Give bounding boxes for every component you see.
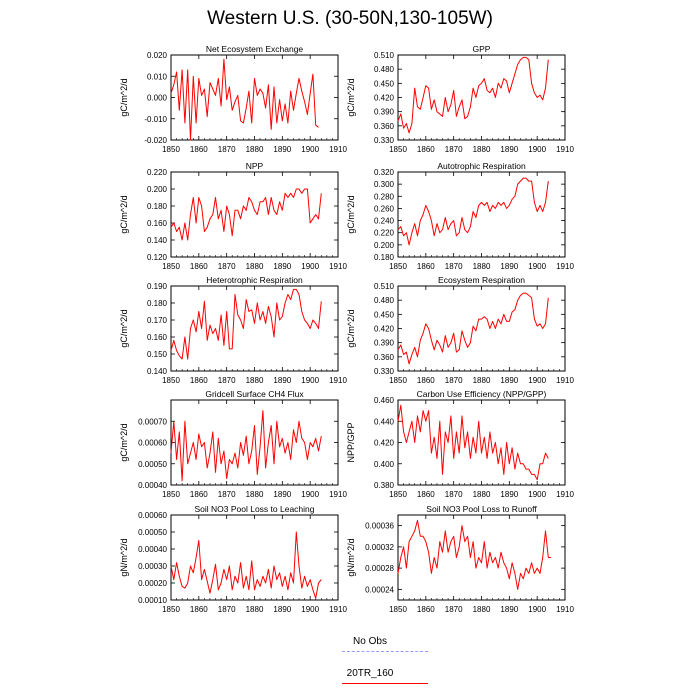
y-tick-label: 0.160 (146, 333, 167, 342)
x-tick-label: 1860 (416, 262, 435, 271)
y-tick-label: 0.190 (146, 282, 167, 291)
y-tick-label: 0.320 (373, 168, 394, 177)
x-tick-label: 1910 (329, 262, 347, 271)
x-tick-label: 1880 (472, 605, 491, 614)
x-tick-label: 1850 (389, 145, 407, 154)
panel-title: Ecosystem Respiration (438, 275, 525, 285)
y-tick-label: 0.140 (146, 236, 167, 245)
x-tick-label: 1910 (556, 605, 574, 614)
x-tick-label: 1910 (329, 490, 347, 499)
panel-gpp (346, 44, 574, 154)
y-tick-label: 0.150 (146, 350, 167, 359)
x-tick-label: 1900 (528, 376, 547, 385)
x-tick-label: 1850 (162, 262, 180, 271)
y-tick-label: 0.200 (146, 185, 167, 194)
panel-title: Soil NO3 Pool Loss to Runoff (426, 504, 537, 514)
legend-item-20tr-160 (300, 666, 440, 698)
series-line-20tr-160 (398, 405, 548, 479)
x-tick-label: 1870 (444, 262, 463, 271)
x-tick-label: 1860 (416, 145, 435, 154)
y-tick-label: 0.420 (373, 93, 394, 103)
y-tick-label: 0.140 (146, 367, 167, 376)
y-tick-label: 0.330 (373, 136, 394, 145)
y-axis-label: gC/m^2/d (119, 195, 129, 234)
x-tick-label: 1900 (301, 262, 320, 271)
y-tick-label: -0.010 (144, 114, 167, 124)
y-tick-label: 0.480 (373, 65, 394, 75)
y-tick-label: 0.00060 (138, 511, 167, 520)
x-tick-label: 1890 (500, 605, 519, 614)
plot-frame (171, 400, 338, 485)
x-tick-label: 1870 (444, 490, 463, 499)
y-axis-label: gC/m^2/d (119, 423, 129, 462)
y-tick-label: 0.00070 (138, 417, 167, 427)
x-tick-label: 1910 (329, 605, 347, 614)
y-tick-label: 0.440 (373, 417, 394, 427)
x-tick-label: 1880 (245, 145, 264, 154)
x-tick-label: 1860 (189, 490, 208, 499)
series-line-20tr-160 (398, 293, 548, 364)
x-tick-label: 1850 (162, 376, 180, 385)
panel-heterotrophic-respiration (119, 275, 347, 385)
x-tick-label: 1850 (162, 490, 180, 499)
y-tick-label: 0.460 (373, 396, 394, 405)
x-tick-label: 1890 (273, 605, 292, 614)
y-tick-label: 0.220 (146, 168, 167, 177)
y-tick-label: 0.450 (373, 79, 394, 89)
x-tick-label: 1900 (301, 145, 320, 154)
y-tick-label: 0.00010 (138, 596, 167, 605)
y-tick-label: 0.00040 (138, 481, 167, 490)
y-tick-label: 0.420 (373, 324, 394, 334)
x-tick-label: 1900 (528, 262, 547, 271)
y-tick-label: 0.360 (373, 121, 394, 131)
x-tick-label: 1890 (273, 145, 292, 154)
y-tick-label: 0.480 (373, 296, 394, 306)
x-tick-label: 1880 (472, 145, 491, 154)
x-tick-label: 1860 (189, 605, 208, 614)
series-line-20tr-160 (171, 289, 321, 359)
panel-title: Heterotrophic Respiration (206, 275, 303, 285)
y-tick-label: 0.170 (146, 316, 167, 325)
x-tick-label: 1890 (273, 376, 292, 385)
y-tick-label: 0.00050 (138, 528, 167, 537)
plot-frame (171, 55, 338, 140)
x-tick-label: 1860 (189, 376, 208, 385)
legend (300, 634, 440, 698)
y-axis-label: NPP/GPP (346, 422, 356, 463)
x-tick-label: 1860 (189, 145, 208, 154)
x-tick-label: 1860 (189, 262, 208, 271)
legend-label: No Obs (353, 636, 387, 647)
x-tick-label: 1870 (217, 490, 236, 499)
y-axis-label: gC/m^2/d (119, 309, 129, 348)
x-tick-label: 1910 (556, 145, 574, 154)
y-tick-label: 0.00032 (365, 542, 394, 552)
y-tick-label: 0.120 (146, 253, 167, 262)
panel-title: Net Ecosystem Exchange (205, 44, 304, 54)
y-tick-label: 0.510 (373, 282, 394, 291)
x-tick-label: 1850 (162, 605, 180, 614)
y-axis-label: gC/m^2/d (346, 78, 356, 117)
y-tick-label: 0.380 (373, 481, 394, 490)
x-tick-label: 1880 (472, 262, 491, 271)
panel-title: GPP (472, 44, 491, 54)
series-line-20tr-160 (171, 189, 321, 240)
y-tick-label: 0.00020 (138, 579, 167, 588)
panel-soil-no3-pool-loss-to-runoff (346, 504, 574, 614)
x-tick-label: 1900 (301, 490, 320, 499)
y-tick-label: 0.000 (146, 93, 167, 103)
panel-soil-no3-pool-loss-to-leaching (119, 504, 347, 614)
x-tick-label: 1890 (273, 262, 292, 271)
x-tick-label: 1850 (162, 145, 180, 154)
x-tick-label: 1870 (444, 145, 463, 154)
series-line-20tr-160 (398, 520, 551, 589)
y-axis-label: gC/m^2/d (119, 78, 129, 117)
x-tick-label: 1870 (217, 145, 236, 154)
y-tick-label: 0.510 (373, 51, 394, 60)
y-tick-label: 0.400 (373, 459, 394, 469)
panel-title: Carbon Use Efficiency (NPP/GPP) (416, 389, 547, 399)
y-tick-label: 0.180 (146, 299, 167, 308)
x-tick-label: 1900 (528, 605, 547, 614)
x-tick-label: 1910 (329, 145, 347, 154)
y-tick-label: 0.00036 (365, 521, 394, 531)
panel-ecosystem-respiration (346, 275, 574, 385)
y-tick-label: 0.00050 (138, 459, 167, 469)
x-tick-label: 1900 (528, 145, 547, 154)
legend-label: 20TR_160 (346, 668, 394, 679)
y-axis-label: gC/m^2/d (346, 309, 356, 348)
x-tick-label: 1850 (389, 262, 407, 271)
y-tick-label: 0.330 (373, 367, 394, 376)
x-tick-label: 1870 (444, 605, 463, 614)
series-line-20tr-160 (171, 59, 319, 140)
y-tick-label: 0.00040 (138, 545, 167, 554)
series-line-20tr-160 (398, 178, 548, 245)
y-tick-label: 0.390 (373, 338, 394, 348)
y-tick-label: 0.240 (373, 216, 394, 226)
panel-carbon-use-efficiency-npp-gpp (346, 389, 574, 499)
x-tick-label: 1880 (472, 490, 491, 499)
y-tick-label: 0.220 (373, 228, 394, 238)
panel-net-ecosystem-exchange (119, 44, 347, 154)
y-tick-label: 0.160 (146, 219, 167, 228)
x-tick-label: 1880 (472, 376, 491, 385)
y-tick-label: 0.420 (373, 438, 394, 448)
series-line-20tr-160 (171, 411, 321, 481)
x-tick-label: 1890 (273, 490, 292, 499)
panel-title: Gridcell Surface CH4 Flux (205, 389, 304, 399)
y-tick-label: 0.200 (373, 240, 394, 250)
x-tick-label: 1890 (500, 376, 519, 385)
panel-title: NPP (245, 161, 264, 171)
y-tick-label: 0.010 (146, 72, 167, 82)
x-tick-label: 1910 (556, 376, 574, 385)
y-tick-label: 0.00030 (138, 562, 167, 571)
y-tick-label: -0.020 (144, 136, 167, 145)
panel-gridcell-surface-ch4-flux (119, 389, 347, 499)
y-tick-label: 0.020 (146, 51, 167, 60)
x-tick-label: 1900 (301, 376, 320, 385)
y-tick-label: 0.390 (373, 107, 394, 117)
legend-line-dashed (342, 651, 428, 652)
x-tick-label: 1900 (528, 490, 547, 499)
y-tick-label: 0.00024 (365, 585, 394, 595)
plot-frame (398, 515, 565, 600)
y-axis-label: gN/m^2/d (346, 538, 356, 577)
x-tick-label: 1910 (556, 490, 574, 499)
y-axis-label: gN/m^2/d (119, 538, 129, 577)
x-tick-label: 1890 (500, 145, 519, 154)
panel-autotrophic-respiration (346, 161, 574, 271)
plot-frame (171, 172, 338, 257)
panel-title: Autotrophic Respiration (437, 161, 526, 171)
y-tick-label: 0.360 (373, 352, 394, 362)
x-tick-label: 1880 (245, 605, 264, 614)
y-tick-label: 0.450 (373, 310, 394, 320)
x-tick-label: 1870 (217, 262, 236, 271)
x-tick-label: 1860 (416, 376, 435, 385)
x-tick-label: 1880 (245, 376, 264, 385)
y-tick-label: 0.300 (373, 180, 394, 190)
x-tick-label: 1880 (245, 262, 264, 271)
panel-title: Soil NO3 Pool Loss to Leaching (194, 504, 315, 514)
x-tick-label: 1860 (416, 605, 435, 614)
plot-frame (398, 286, 565, 371)
y-tick-label: 0.180 (146, 202, 167, 211)
x-tick-label: 1850 (389, 490, 407, 499)
x-tick-label: 1870 (217, 605, 236, 614)
y-tick-label: 0.00028 (365, 564, 394, 574)
x-tick-label: 1860 (416, 490, 435, 499)
series-line-20tr-160 (171, 532, 321, 598)
y-tick-label: 0.260 (373, 204, 394, 214)
x-tick-label: 1880 (245, 490, 264, 499)
x-tick-label: 1850 (389, 376, 407, 385)
x-tick-label: 1910 (556, 262, 574, 271)
x-tick-label: 1900 (301, 605, 320, 614)
series-line-20tr-160 (398, 57, 548, 132)
y-tick-label: 0.280 (373, 192, 394, 202)
x-tick-label: 1850 (389, 605, 407, 614)
y-tick-label: 0.180 (373, 253, 394, 262)
legend-item-no-obs (300, 634, 440, 666)
x-tick-label: 1870 (444, 376, 463, 385)
y-tick-label: 0.00060 (138, 438, 167, 448)
legend-line-solid (342, 683, 428, 684)
x-tick-label: 1910 (329, 376, 347, 385)
x-tick-label: 1890 (500, 262, 519, 271)
figure-title: Western U.S. (30-50N,130-105W) (207, 8, 493, 29)
panel-npp (119, 161, 347, 271)
x-tick-label: 1870 (217, 376, 236, 385)
x-tick-label: 1890 (500, 490, 519, 499)
y-axis-label: gC/m^2/d (346, 195, 356, 234)
